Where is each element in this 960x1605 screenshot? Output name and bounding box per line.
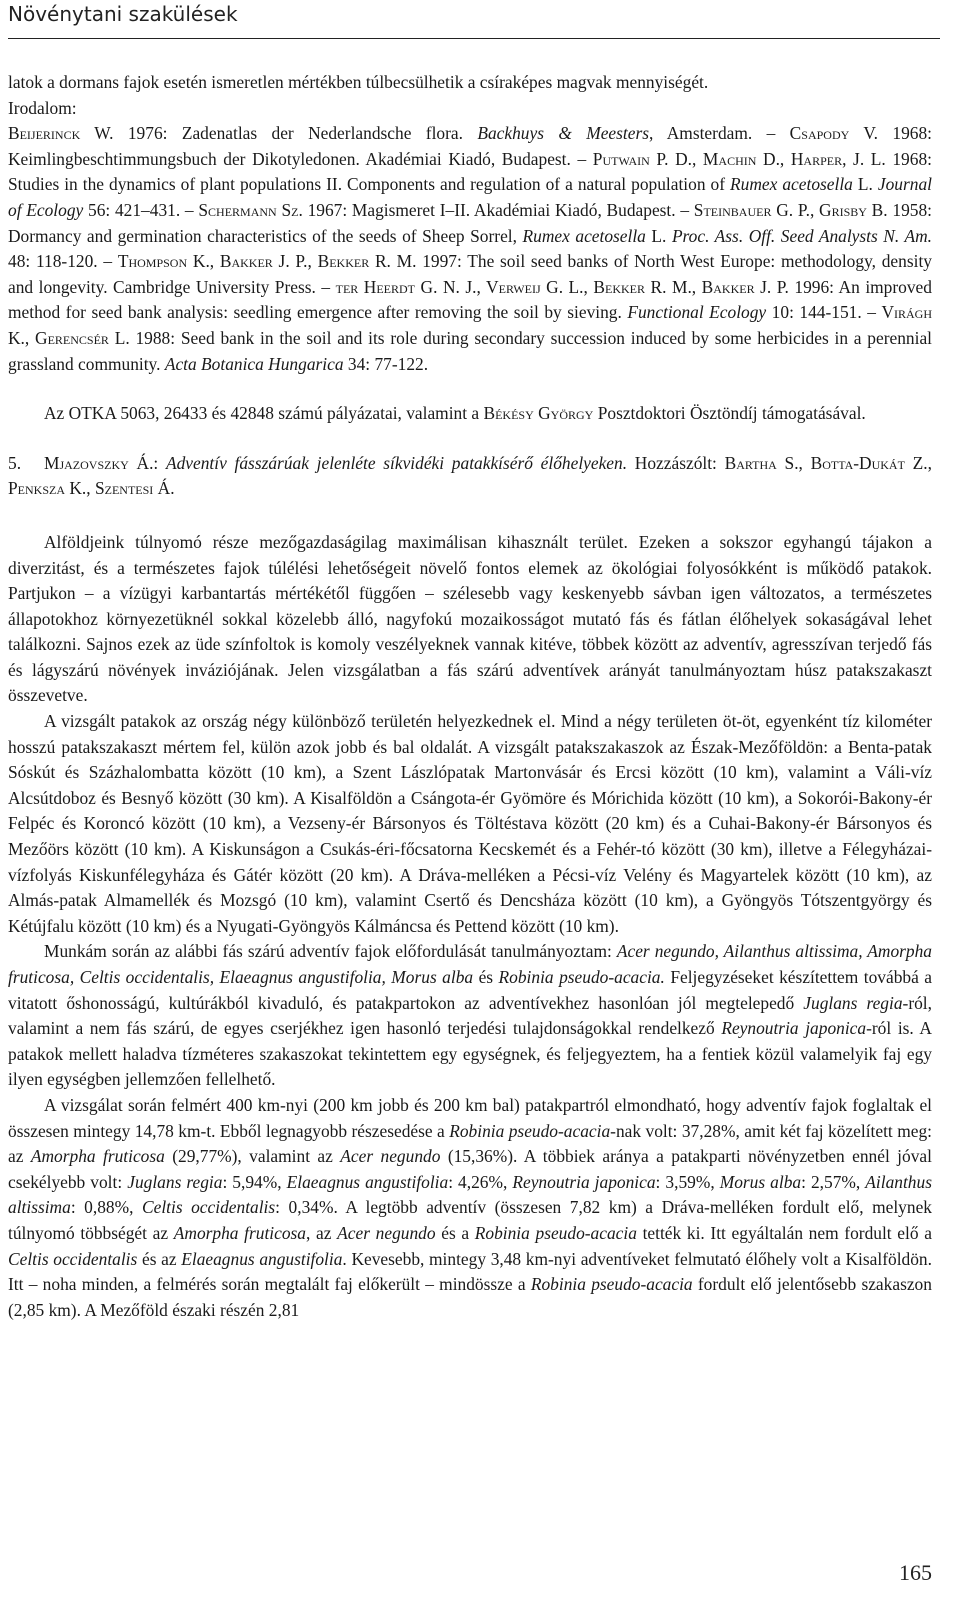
page-number: 165 <box>899 1560 932 1585</box>
ref-text: 1967: Magismeret I–II. Akadémiai Kiadó, Budapest. – <box>307 199 690 220</box>
species-name: Juglans regia <box>127 1171 223 1192</box>
species-name: Acer negundo <box>337 1222 436 1243</box>
text: : 5,94%, <box>222 1171 282 1192</box>
species-name: Elaeagnus angustifolia <box>286 1171 449 1192</box>
text: : 2,57%, <box>801 1171 861 1192</box>
species-list: Acer negundo, Ailanthus altissima, Amorpha fruticosa, Celtis occidentalis, Elaeagnus angustifolia, Morus alba <box>8 941 932 987</box>
ref-journal: Proc. Ass. Off. Seed Analysts N. Am. <box>671 225 932 246</box>
acknowledgement <box>8 401 932 427</box>
ref-text: 1968: Studies in the dynamics of plant populations II. Components and regulation of a natural population of <box>8 148 932 195</box>
species-name: Robinia pseudo-acacia <box>474 1222 637 1243</box>
text: -ról, valamint a nem fás szárú, de egyes cserjékhez igen hasonló terjedési tulajdonságokkal rendelkező <box>8 992 932 1039</box>
section-number: 5. <box>8 452 22 473</box>
ref-text: 1958: Dormancy and germination characteristics of the seeds of Sheep Sorrel, <box>8 199 932 246</box>
text: és az <box>141 1248 177 1269</box>
body-paragraph-1: Alföldjeink túlnyomó része mezőgazdaságilag maximálisan kihasznált terület. Ezeken a sokszor egyhangú tájakon a diverzitást, és a természetes fajok túlélési lehetőségeit növelő fontos elemek az ökológiai folyosókként is működő patakok. Partjukon – a vízügyi karbantartás mértékétől függően – szélesebb vagy keskenyebb sávban igen változatos, a természetes állapotokhoz környezetüknél sokkal közelebb álló, nagyfokú mozaikosságot mutató fás és fátlan élőhelyek sokaságával lehet találkozni. Sajnos ezek az üde színfoltok is komoly veszélyeknek vannak kitéve, többek között az adventív, agresszívan terjedő fás és lágyszárú növények inváziójának. Jelen vizsgálatban a fás szárú adventívek arányát tanulmányoztam húsz patakszakaszt összevetve. <box>8 531 932 706</box>
body-paragraph-4 <box>8 1093 932 1323</box>
text: -nak volt: 37,28%, amit két faj közelített meg: az <box>8 1120 932 1167</box>
species-name: Ailanthus altissima <box>8 1171 932 1218</box>
species-name: Robinia pseudo-acacia <box>530 1274 693 1295</box>
text: Feljegyzéseket készítettem továbbá a vitatott őshonosságú, kultúrákból kivaduló, és patakpartokon az adventívekhez hasonlóan jól megtelepedő <box>8 967 932 1013</box>
ref-journal: Acta Botanica Hungarica <box>164 353 344 374</box>
running-header-title: Növénytani szakülések <box>8 2 238 26</box>
section-heading <box>8 451 932 502</box>
ref-author: Beijerinck W. <box>8 123 114 144</box>
ref-volume: 34: 77-122. <box>347 353 429 374</box>
ref-text: L. <box>857 174 873 195</box>
ack-text: Az OTKA 5063, 26433 és 42848 számú pályázatai, valamint a <box>44 403 480 424</box>
body-paragraph-3 <box>8 939 932 1093</box>
ref-author: Putwain P. D., Machin D., Harper, J. L. <box>592 148 886 169</box>
ref-volume: 10: 144-151. – <box>771 302 876 323</box>
species-name: Acer negundo <box>340 1146 441 1167</box>
ref-species: Rumex acetosella <box>730 174 853 195</box>
ref-species: Rumex acetosella <box>522 225 646 246</box>
section-colon: : <box>153 452 159 473</box>
species-name: Robinia pseudo-acacia <box>449 1120 611 1141</box>
species-name: Amorpha fruticosa <box>173 1222 307 1243</box>
ref-author: ter Heerdt G. N. J., Verweij G. L., Bekker R. M., Bakker J. P. <box>335 276 789 297</box>
ref-author: Thompson K., Bakker J. P., Bekker R. M. <box>117 251 417 272</box>
species-name: Reynoutria japonica <box>512 1171 656 1192</box>
text: Munkám során az alábbi fás szárú adventív fajok előfordulását tanulmányoztam: <box>44 941 612 962</box>
species-name: Juglans regia <box>803 992 903 1013</box>
text: : 0,88%, <box>70 1197 134 1218</box>
running-header <box>8 0 940 39</box>
references-intro: latok a dormans fajok esetén ismeretlen mértékben túlbecsülhetik a csíraképes magvak mennyiségét. <box>8 72 709 92</box>
ref-journal: Functional Ecology <box>627 302 767 323</box>
text: (29,77%), valamint az <box>172 1146 333 1167</box>
section-commenters-label: Hozzászólt: <box>634 452 717 473</box>
ref-text: 1996: An improved method for seed bank analysis: seedling emergence after removing the soil by sieving. <box>8 276 932 323</box>
text: (15,36%). A többiek aránya a patakparti növényzetben ennél jóval csekélyebb volt: <box>8 1146 932 1192</box>
text: fordult elő jelentősebb szakaszon (2,85 km). A Mezőföld északi részén 2,81 <box>8 1274 932 1320</box>
ref-text: 1997: The soil seed banks of North West Europe: methodology, density and longevity. Cambridge University Press. – <box>8 251 932 297</box>
section-author: Mjazovszky Á. <box>44 452 154 473</box>
references-list <box>8 121 932 377</box>
species-name: Morus alba <box>719 1171 802 1192</box>
text: tették ki. Itt egyáltalán nem fordult elő a <box>642 1222 932 1243</box>
ref-text: 1976: Zadenatlas der Nederlandsche flora. <box>127 123 463 144</box>
ref-place: , Amsterdam. – <box>649 123 776 144</box>
ref-publisher: Backhuys & Meesters <box>477 123 649 144</box>
ref-author: Csapody V. <box>789 123 878 144</box>
ref-volume: 48: 118-120. – <box>8 251 113 272</box>
species-name: Elaeagnus angustifolia <box>181 1248 343 1269</box>
ref-author: Virágh K., Gerencsér L. <box>8 302 932 348</box>
ref-author: Steinbauer G. P., Grisby B. <box>693 199 888 220</box>
text: : 3,59%, <box>655 1171 715 1192</box>
section-commenters: Bartha S., Botta-Dukát Z., Penksza K., Szentesi Á. <box>8 452 932 499</box>
text: : 4,26%, <box>448 1171 508 1192</box>
ref-author: Schermann Sz. <box>198 199 303 220</box>
species-name: Amorpha fruticosa <box>30 1146 165 1167</box>
ref-journal: Journal of Ecology <box>8 174 932 220</box>
section-title: Adventív fásszárúak jelenléte síkvidéki patakkísérő élőhelyeken. <box>165 452 628 473</box>
text: és <box>478 967 494 987</box>
ref-text: 1988: Seed bank in the soil and its role during secondary succession induced by some herbicides in a perennial grassland community. <box>8 327 932 374</box>
text: , az <box>306 1222 332 1243</box>
text: és a <box>441 1222 470 1243</box>
ref-text: 1968: Keimlingbeschtimmungsbuch der Dikotyledonen. Akadémiai Kiadó, Budapest. – <box>8 123 932 169</box>
species-name: Celtis occidentalis <box>8 1248 138 1269</box>
species-name: Robinia pseudo-acacia. <box>498 967 665 987</box>
species-name: Reynoutria japonica <box>721 1018 867 1039</box>
ref-volume: 56: 421–431. – <box>88 199 194 220</box>
text: . Kevesebb, mintegy 3,48 km-nyi adventíveket felmutató élőhely volt a Kisalföldön. Itt – noha minden, a felmérés során megtalált faj előkerült – mindösszе a <box>8 1248 932 1295</box>
body-paragraph-2: A vizsgált patakok az ország négy különböző területén helyezkednek el. Mind a négy területen öt-öt, egyenként tíz kilométer hosszú patakszakaszt mértem fel, külön azok jobb és bal oldalát. A vizsgált patakszakaszok az Észak-Mezőföldön: a Benta-patak Sóskút és Százhalombatta között (10 km), a Szent Lászlópatak Martonvásár és Ercsi között (10 km), valamint a Váli-víz Alcsútdoboz és Besnyő között (30 km). A Kisalföldön a Csángota-ér Gyömöre és Mórichida között (10 km), a Sokorói-Bakony-ér Felpéc és Koroncó között (10 km), a Vezseny-ér Bársonyos és Töltéstava között (20 km) és a Cuhai-Bakony-ér Bársonyos és Mezőörs között (10 km). A Kiskunságon a Csukás-éri-főcsatorna Kecskemét és a Fehér-tó között (30 km), illetve a Félegyházai-vízfolyás Kiskunfélegyháza és Gátér között (20 km). A Dráva-melléken a Pécsi-víz Velény és Magyartelek között (10 km), az Almás-patak Almamellék és Mozsgó (10 km), valamint Csertő és Dencsháza között (10 km), a Gyöngyös Tótszentgyörgy és Kétújfalu között (10 km) és a Nyugati-Gyöngyös Kálmáncsa és Pettend között (10 km). <box>8 711 932 936</box>
ref-text: L. <box>651 225 667 246</box>
references-label: Irodalom: <box>8 97 77 118</box>
text: : 0,34%. A legtöbb adventív (összesen 7,82 km) a Dráva-melléken fordult elő, melynek túlnyomó többségét az <box>8 1197 932 1243</box>
ack-name: Békésy György <box>483 403 594 424</box>
page-content <box>8 70 932 1323</box>
text: A vizsgálat során felmért 400 km-nyi (200 km jobb és 200 km bal) patakpartról elmondható, hogy adventív fajok foglaltak el összesen mintegy 14,78 km-t. Ebből legnagyobb részesedése a <box>8 1094 932 1141</box>
text: -ról is. A patakok mellett haladva tízméteres szakaszokat tekintettem egy egységnek, és feljegyeztem, ha a fentiek közül valamelyik faj egy ilyen egységben jellemzően fellelhető. <box>8 1018 932 1090</box>
species-name: Celtis occidentalis <box>142 1197 276 1218</box>
ack-text: Posztdoktori Ösztöndíj támogatásával. <box>597 403 866 424</box>
